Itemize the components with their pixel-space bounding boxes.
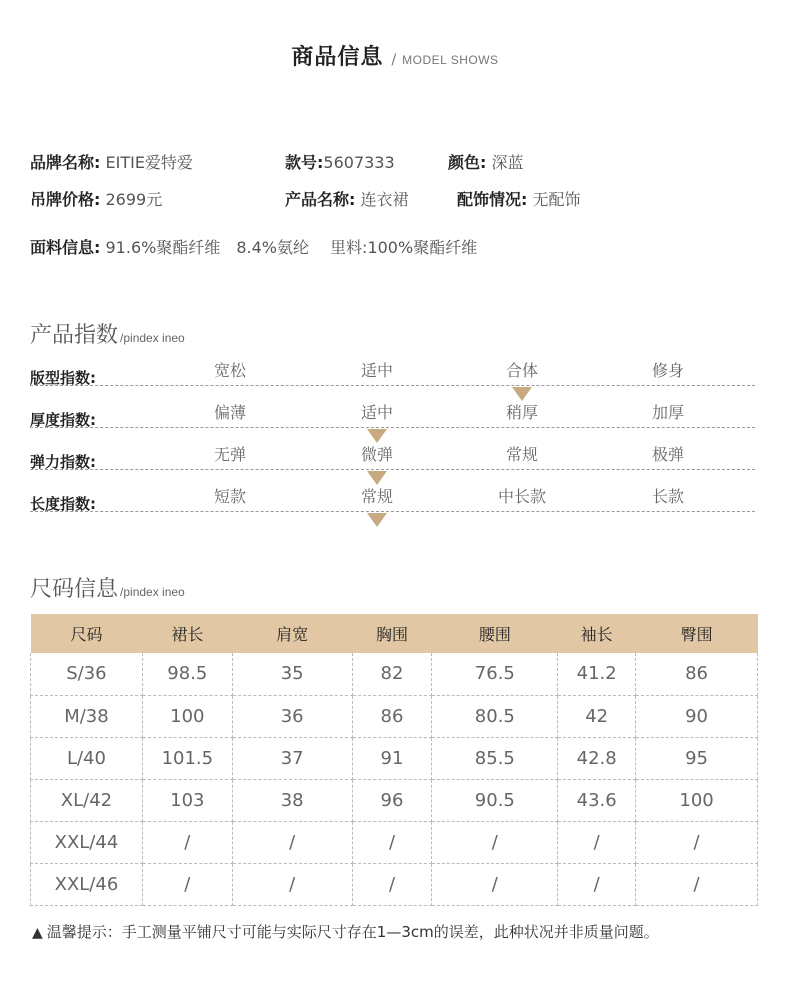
table-cell: M/38	[31, 695, 143, 737]
index-row	[30, 438, 755, 470]
table-cell: /	[142, 821, 232, 863]
size-section-title	[30, 572, 185, 603]
index-option: 合体	[505, 361, 538, 380]
table-cell: 95	[636, 737, 758, 779]
table-cell: 41.2	[558, 653, 636, 695]
table-cell: 38	[232, 779, 352, 821]
index-option: 适中	[360, 403, 393, 422]
table-cell: 43.6	[558, 779, 636, 821]
table-cell: /	[232, 821, 352, 863]
product-info	[285, 187, 409, 210]
index-title: 产品指数	[30, 323, 119, 348]
size-title: 尺码信息	[30, 577, 119, 602]
index-option: 长款	[651, 487, 684, 506]
color-label: 颜色:	[448, 153, 487, 172]
page-title: 商品信息	[291, 45, 384, 70]
table-cell: 100	[142, 695, 232, 737]
table-cell: XXL/44	[31, 821, 143, 863]
table-cell: 35	[232, 653, 352, 695]
size-table-header	[31, 614, 758, 653]
price-info	[30, 187, 162, 210]
table-row	[31, 863, 758, 905]
accessory-value: 无配饰	[527, 190, 581, 209]
table-cell: /	[232, 863, 352, 905]
index-option: 宽松	[213, 361, 246, 380]
index-option: 稍厚	[505, 403, 538, 422]
fabric-value: 91.6%聚酯纤维 8.4%氨纶 里料:100%聚酯纤维	[100, 238, 478, 257]
size-table-body	[31, 653, 758, 905]
model-label: 款号:	[285, 153, 324, 172]
table-cell: XL/42	[31, 779, 143, 821]
index-row	[30, 480, 755, 512]
index-row-label: 版型指数:	[30, 369, 96, 387]
index-option: 常规	[505, 445, 538, 464]
table-cell: 86	[352, 695, 432, 737]
page-header	[0, 40, 790, 71]
size-table-header-cell: 裙长	[142, 614, 232, 653]
table-row	[31, 695, 758, 737]
table-row	[31, 737, 758, 779]
index-section-title	[30, 318, 185, 349]
notice	[32, 921, 659, 942]
table-cell: 76.5	[432, 653, 558, 695]
index-row	[30, 354, 755, 386]
warning-icon: ▲	[32, 925, 43, 941]
accessory-info	[457, 187, 581, 210]
notice-text: 温馨提示：手工测量平铺尺寸可能与实际尺寸存在1—3cm的误差，此种状况并非质量问题。	[46, 923, 659, 941]
table-cell: 96	[352, 779, 432, 821]
size-table-header-cell: 尺码	[31, 614, 143, 653]
index-option: 常规	[360, 487, 393, 506]
index-row-label: 厚度指数:	[30, 411, 96, 429]
table-cell: /	[352, 863, 432, 905]
price-label: 吊牌价格:	[30, 190, 101, 209]
brand-label: 品牌名称:	[30, 153, 101, 172]
table-cell: /	[432, 821, 558, 863]
table-cell: 42	[558, 695, 636, 737]
table-cell: /	[636, 821, 758, 863]
index-option: 无弹	[213, 445, 246, 464]
brand-value: EITIE爱特爱	[100, 153, 193, 172]
table-cell: /	[558, 821, 636, 863]
table-cell: 36	[232, 695, 352, 737]
fabric-label: 面料信息:	[30, 238, 101, 257]
table-cell: 90.5	[432, 779, 558, 821]
table-cell: 82	[352, 653, 432, 695]
table-row	[31, 653, 758, 695]
table-cell: /	[432, 863, 558, 905]
table-cell: 42.8	[558, 737, 636, 779]
size-table-header-cell: 臀围	[636, 614, 758, 653]
index-row-label: 弹力指数:	[30, 453, 96, 471]
table-cell: L/40	[31, 737, 143, 779]
table-cell: XXL/46	[31, 863, 143, 905]
table-cell: /	[142, 863, 232, 905]
size-table	[30, 614, 758, 906]
title-separator: /	[391, 52, 397, 68]
table-cell: /	[558, 863, 636, 905]
table-cell: 85.5	[432, 737, 558, 779]
table-cell: /	[352, 821, 432, 863]
table-cell: S/36	[31, 653, 143, 695]
table-cell: 80.5	[432, 695, 558, 737]
price-value: 2699元	[100, 190, 163, 209]
table-cell: 90	[636, 695, 758, 737]
size-table-header-cell: 腰围	[432, 614, 558, 653]
table-row	[31, 821, 758, 863]
fabric-info	[30, 235, 477, 258]
color-value: 深蓝	[486, 153, 524, 172]
index-option: 微弹	[360, 445, 393, 464]
table-cell: 86	[636, 653, 758, 695]
table-cell: 91	[352, 737, 432, 779]
index-option: 偏薄	[213, 403, 246, 422]
index-option: 中长款	[497, 487, 546, 506]
table-cell: 103	[142, 779, 232, 821]
model-value: 5607333	[323, 153, 395, 172]
size-subtitle: /pindex ineo	[120, 585, 185, 599]
table-cell: 100	[636, 779, 758, 821]
selected-marker-icon	[367, 513, 387, 527]
product-value: 连衣裙	[355, 190, 409, 209]
product-label: 产品名称:	[285, 190, 356, 209]
table-row	[31, 779, 758, 821]
size-table-header-cell: 肩宽	[232, 614, 352, 653]
table-cell: 37	[232, 737, 352, 779]
index-row	[30, 396, 755, 428]
index-option: 适中	[360, 361, 393, 380]
color-info	[448, 150, 524, 173]
page-subtitle: MODEL SHOWS	[402, 53, 499, 67]
index-option: 修身	[651, 361, 684, 380]
table-cell: /	[636, 863, 758, 905]
model-info	[285, 150, 395, 173]
table-cell: 98.5	[142, 653, 232, 695]
table-cell: 101.5	[142, 737, 232, 779]
index-option: 短款	[213, 487, 246, 506]
index-option: 加厚	[651, 403, 684, 422]
index-option: 极弹	[651, 445, 684, 464]
index-subtitle: /pindex ineo	[120, 331, 185, 345]
size-table-header-cell: 胸围	[352, 614, 432, 653]
accessory-label: 配饰情况:	[457, 190, 528, 209]
index-row-label: 长度指数:	[30, 495, 96, 513]
size-table-header-cell: 袖长	[558, 614, 636, 653]
brand-info	[30, 150, 193, 173]
